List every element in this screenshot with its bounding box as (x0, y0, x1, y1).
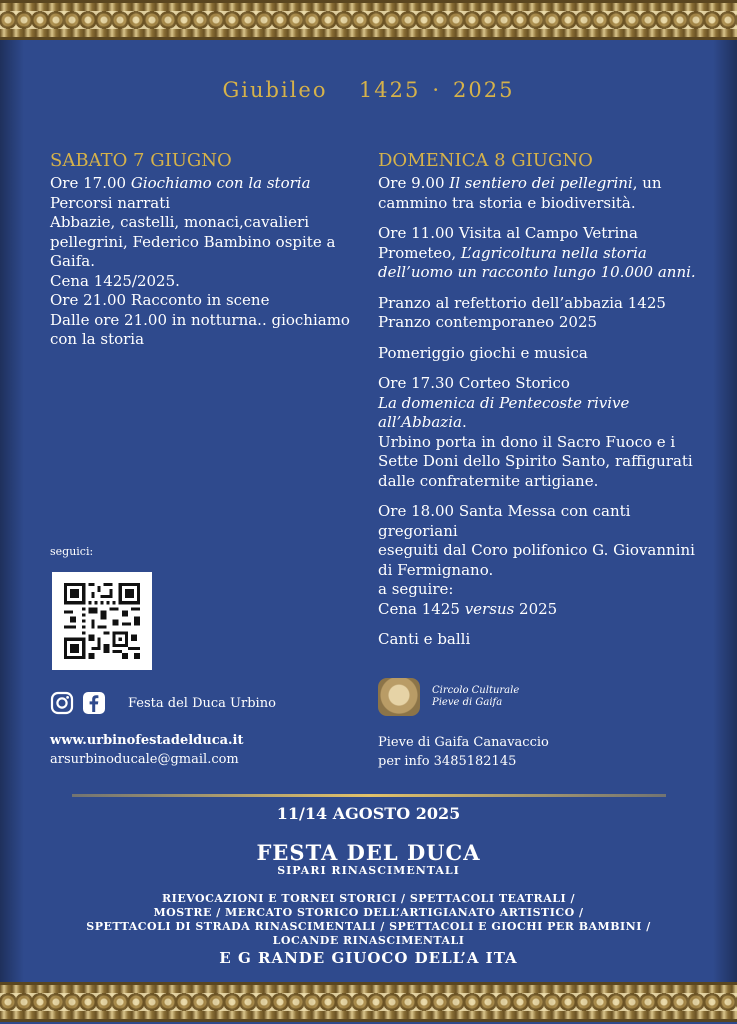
program-line-1: RIEVOCAZIONI E TORNEI STORICI / SPETTACOLI TEATRALI / (162, 892, 575, 905)
saturday-line-1 (50, 174, 355, 194)
text: a seguire: (378, 580, 454, 598)
saturday-program (50, 150, 355, 350)
text: Urbino porta in dono il Sacro Fuoco e i (378, 432, 676, 451)
event-title: FESTA DEL DUCA (256, 840, 481, 865)
website-link[interactable]: www.urbinofestadelduca.it (50, 733, 244, 748)
text: Ore 11.00 Visita al Campo Vetrina (378, 224, 638, 242)
text: Ore 18.00 Santa Messa con canti gregoriani (378, 502, 631, 540)
activity-title: L’agricoltura nella storia (460, 243, 647, 262)
sunday-item-dances (378, 630, 698, 650)
organizer-line-2: Pieve di Gaifa (432, 697, 503, 708)
time: Ore 9.00 (378, 174, 445, 192)
text: Pranzo al refettorio dell’abbazia 1425 (378, 293, 666, 312)
facebook-icon[interactable] (82, 691, 106, 715)
year-end: 2025 (453, 78, 515, 102)
text: dalle confraternite artigiane. (378, 471, 599, 490)
sunday-item-parade (378, 374, 698, 491)
instagram-icon[interactable] (50, 691, 74, 715)
text: . (461, 413, 467, 431)
event-program (0, 892, 737, 948)
program-line-3: SPETTACOLI DI STRADA RINASCIMENTALI / SPETTACOLI E GIOCHI PER BAMBINI / (86, 920, 651, 933)
sunday-item-campo-vetrina (378, 224, 698, 283)
organizer-line-1: Circolo Culturale (432, 685, 520, 696)
decorative-frieze-top (0, 0, 737, 40)
gold-divider (72, 794, 666, 797)
text: Cena 1425 (378, 599, 460, 618)
text: Pomeriggio giochi e musica (378, 343, 588, 362)
sunday-program (378, 150, 698, 661)
saturday-line-2: Percorsi narrati (50, 193, 171, 212)
saturday-line-9: con la storia (50, 330, 145, 348)
sunday-item-afternoon (378, 344, 698, 364)
social-links (50, 690, 276, 716)
text: Pranzo contemporaneo 2025 (378, 313, 598, 331)
activity-title: dell’uomo un racconto lungo 10.000 anni. (378, 263, 696, 281)
saturday-line-7: Ore 21.00 Racconto in scene (50, 291, 270, 309)
sunday-title: DOMENICA 8 GIUGNO (378, 150, 593, 171)
saturday-line-3: Abbazie, castelli, monaci,cavalieri (50, 213, 309, 231)
text: Canti e balli (378, 630, 471, 648)
time: Ore 17.00 (50, 174, 127, 192)
email-link[interactable]: arsurbinoducale@gmail.com (50, 752, 239, 767)
info-phone: per info 3485182145 (378, 754, 517, 769)
event-dates: 11/14 AGOSTO 2025 (276, 804, 461, 823)
sunday-item-mass (378, 502, 698, 619)
decorative-frieze-bottom (0, 982, 737, 1022)
text: versus (464, 599, 515, 618)
year-start: 1425 (358, 78, 421, 102)
saturday-line-5: Gaifa. (50, 252, 95, 270)
program-line-4: LOCANDE RINASCIMENTALI (272, 934, 465, 947)
organizer-block (378, 678, 519, 716)
saturday-title: SABATO 7 GIUGNO (50, 150, 232, 171)
event-subtitle: SIPARI RINASCIMENTALI (277, 864, 460, 877)
venue-info (378, 733, 549, 771)
text: cammino tra storia e biodiversità. (378, 193, 636, 212)
venue-name: Pieve di Gaifa Canavaccio (378, 735, 549, 750)
sunday-item-pilgrims (378, 174, 698, 213)
organizer-name (432, 685, 519, 709)
text: 2025 (519, 599, 558, 618)
jubilee-heading (0, 78, 737, 102)
activity-title: Il sentiero dei pellegrini (449, 174, 633, 192)
text: Ore 17.30 Corteo Storico (378, 374, 570, 392)
activity-title: La domenica di Pentecoste rivive (378, 393, 630, 412)
circolo-logo (378, 678, 420, 716)
text: Prometeo, (378, 243, 457, 262)
program-line-2: MOSTRE / MERCATO STORICO DELL’ARTIGIANATO ARTISTICO / (153, 906, 584, 919)
saturday-line-6: Cena 1425/2025. (50, 271, 180, 290)
saturday-line-4: pellegrini, Federico Bambino ospite a (50, 232, 336, 251)
text: , un (632, 174, 662, 192)
qr-code[interactable] (52, 572, 152, 670)
event-finale: E G RANDE GIUOCO DELL’A ITA (219, 949, 518, 967)
activity-title: Giochiamo con la storia (130, 174, 311, 192)
text: di Fermignano. (378, 560, 494, 579)
text: eseguiti dal Coro polifonico G. Giovannini (378, 541, 695, 559)
text: Sette Doni dello Spirito Santo, raffigurati (378, 452, 693, 470)
follow-label: seguici: (50, 545, 94, 558)
social-label: Festa del Duca Urbino (128, 695, 276, 711)
year-separator: · (432, 78, 442, 102)
activity-title: all’Abbazia (378, 413, 462, 431)
saturday-line-8: Dalle ore 21.00 in notturna.. giochiamo (50, 310, 350, 329)
sunday-item-lunch (378, 294, 698, 333)
jubilee-title: Giubileo (222, 78, 328, 102)
